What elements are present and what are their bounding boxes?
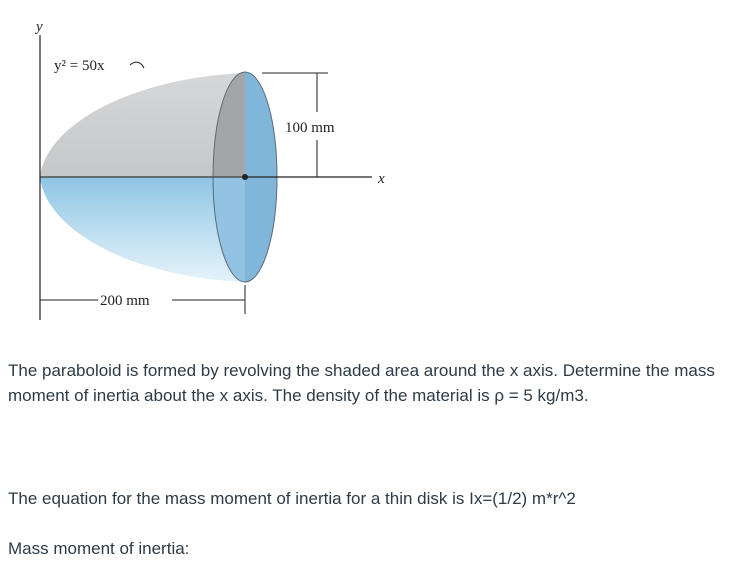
equation-leader [130,62,144,68]
x-axis-label: x [378,171,385,187]
problem-statement: The paraboloid is formed by revolving the shaded area around the x axis. Determine the mass moment of inertia about the x axis. The density of the material is ρ = 5 kg/m3. [8,361,715,405]
dim-length-label: 200 mm [100,293,150,309]
answer-label: Mass moment of inertia: [8,539,190,558]
hint-text: The equation for the mass moment of inertia for a thin disk is Ix=(1/2) m*r^2 [8,489,576,508]
y-axis-label: y [36,19,43,35]
dim-radius-label: 100 mm [285,120,335,136]
equation-label: y² = 50x [54,58,105,74]
center-point [242,174,248,180]
